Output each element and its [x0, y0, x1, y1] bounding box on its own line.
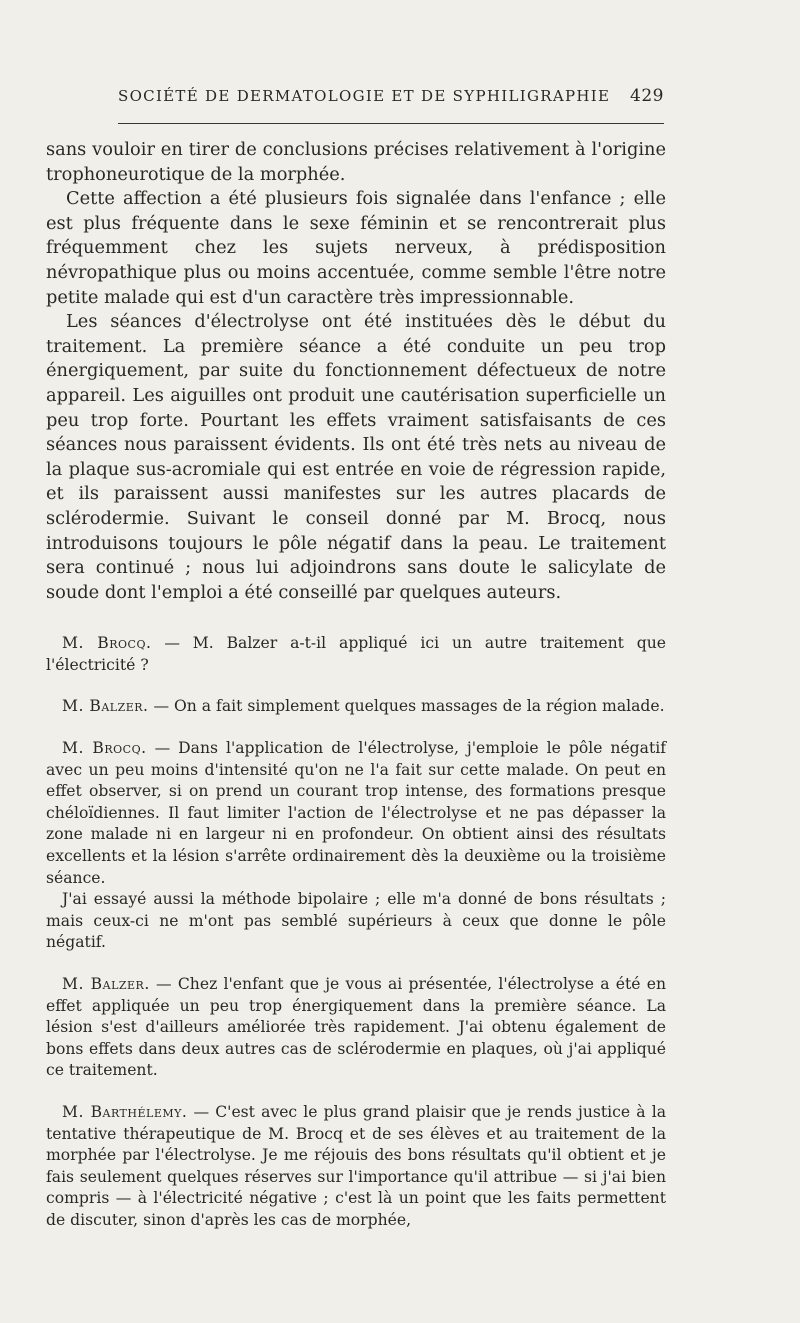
- paragraph-1: sans vouloir en tirer de conclusions précises relativement à l'origine trophoneurotique de la morphée.: [46, 139, 666, 185]
- discussion-paragraph-6: [46, 1102, 666, 1232]
- header-rule: [118, 123, 664, 124]
- speech-text: — M. Balzer a-t-il appliqué ici un autre traitement que l'électricité ?: [46, 634, 666, 674]
- speech-text: — C'est avec le plus grand plaisir que je rends justice à la tentative thérapeutique de M. Brocq et de ses élèves et au traitement de la morphée par l'électrolyse. Je me réjouis des bons résultats qu'il obtient et je fais seulement quelques réserves sur l'importance qu'il attribue — si j'ai bien compris — à l'électricité négative ; c'est là un point que les faits permettent de discuter, sinon d'après les cas de morphée,: [46, 1102, 666, 1229]
- discussion-paragraph-1: [46, 633, 666, 676]
- speaker-name: M. Brocq.: [62, 634, 152, 653]
- paragraph-3: Les séances d'électrolyse ont été instituées dès le début du traitement. La première séance a été conduite un peu trop énergiquement, par suite du fonctionnement défectueux de notre appareil. Les aiguilles ont produit une cautérisation superficielle un peu trop forte. Pourtant les effets vraiment satisfaisants de ces séances nous paraissent évidents. Ils ont été très nets au niveau de la plaque sus-acromiale qui est entrée en voie de régression rapide, et ils paraissent aussi manifestes sur les autres placards de sclérodermie. Suivant le conseil donné par M. Brocq, nous introduisons toujours le pôle négatif dans la peau. Le traitement sera continué ; nous lui adjoindrons sans doute le salicylate de soude dont l'emploi a été conseillé par quelques auteurs.: [46, 311, 666, 603]
- speaker-name: M. Balzer.: [62, 697, 149, 716]
- page-number: 429: [630, 86, 664, 106]
- speech-text: — On a fait simplement quelques massages de la région malade.: [148, 697, 665, 716]
- discussion-paragraph-5: [46, 974, 666, 1082]
- page-text: [46, 138, 666, 1232]
- running-head: [118, 86, 664, 106]
- discussion: [46, 633, 666, 1231]
- paragraph-2: Cette affection a été plusieurs fois signalée dans l'enfance ; elle est plus fréquente dans le sexe féminin et se rencontrerait plus fréquemment chez les sujets nerveux, à prédisposition névropathique plus ou moins accentuée, comme semble l'être notre petite malade qui est d'un caractère très impressionnable.: [46, 188, 666, 308]
- speech-text: — Chez l'enfant que je vous ai présentée, l'électrolyse a été en effet appliquée un peu trop énergiquement dans la première séance. La lésion s'est d'ailleurs améliorée très rapidement. J'ai obtenu également de bons effets dans deux autres cas de sclérodermie en plaques, où j'ai appliqué ce traitement.: [46, 975, 666, 1080]
- main-body: [46, 138, 666, 605]
- speaker-name: M. Balzer.: [62, 975, 150, 993]
- discussion-paragraph-2: [46, 696, 666, 718]
- speech-text: J'ai essayé aussi la méthode bipolaire ; elle m'a donné de bons résultats ; mais ceux-ci ne m'ont pas semblé supérieurs à ceux que donne le pôle négatif.: [46, 890, 666, 952]
- running-head-title: SOCIÉTÉ DE DERMATOLOGIE ET DE SYPHILIGRAPHIE: [118, 87, 611, 105]
- speech-text: — Dans l'application de l'électrolyse, j'emploie le pôle négatif avec un peu moins d'intensité qu'on ne l'a fait sur cette malade. On peut en effet observer, si on prend un courant trop intense, des formations presque chéloïdiennes. Il faut limiter l'action de l'électrolyse et ne pas dépasser la zone malade ni en largeur ni en profondeur. On obtient ainsi des résultats excellents et la lésion s'arrête ordinairement dès la deuxième ou la troisième séance.: [46, 739, 666, 887]
- speaker-name: M. Barthélemy.: [62, 1102, 188, 1121]
- discussion-paragraph-3: [46, 738, 666, 889]
- discussion-paragraph-4: [46, 889, 666, 954]
- speaker-name: M. Brocq.: [62, 739, 147, 758]
